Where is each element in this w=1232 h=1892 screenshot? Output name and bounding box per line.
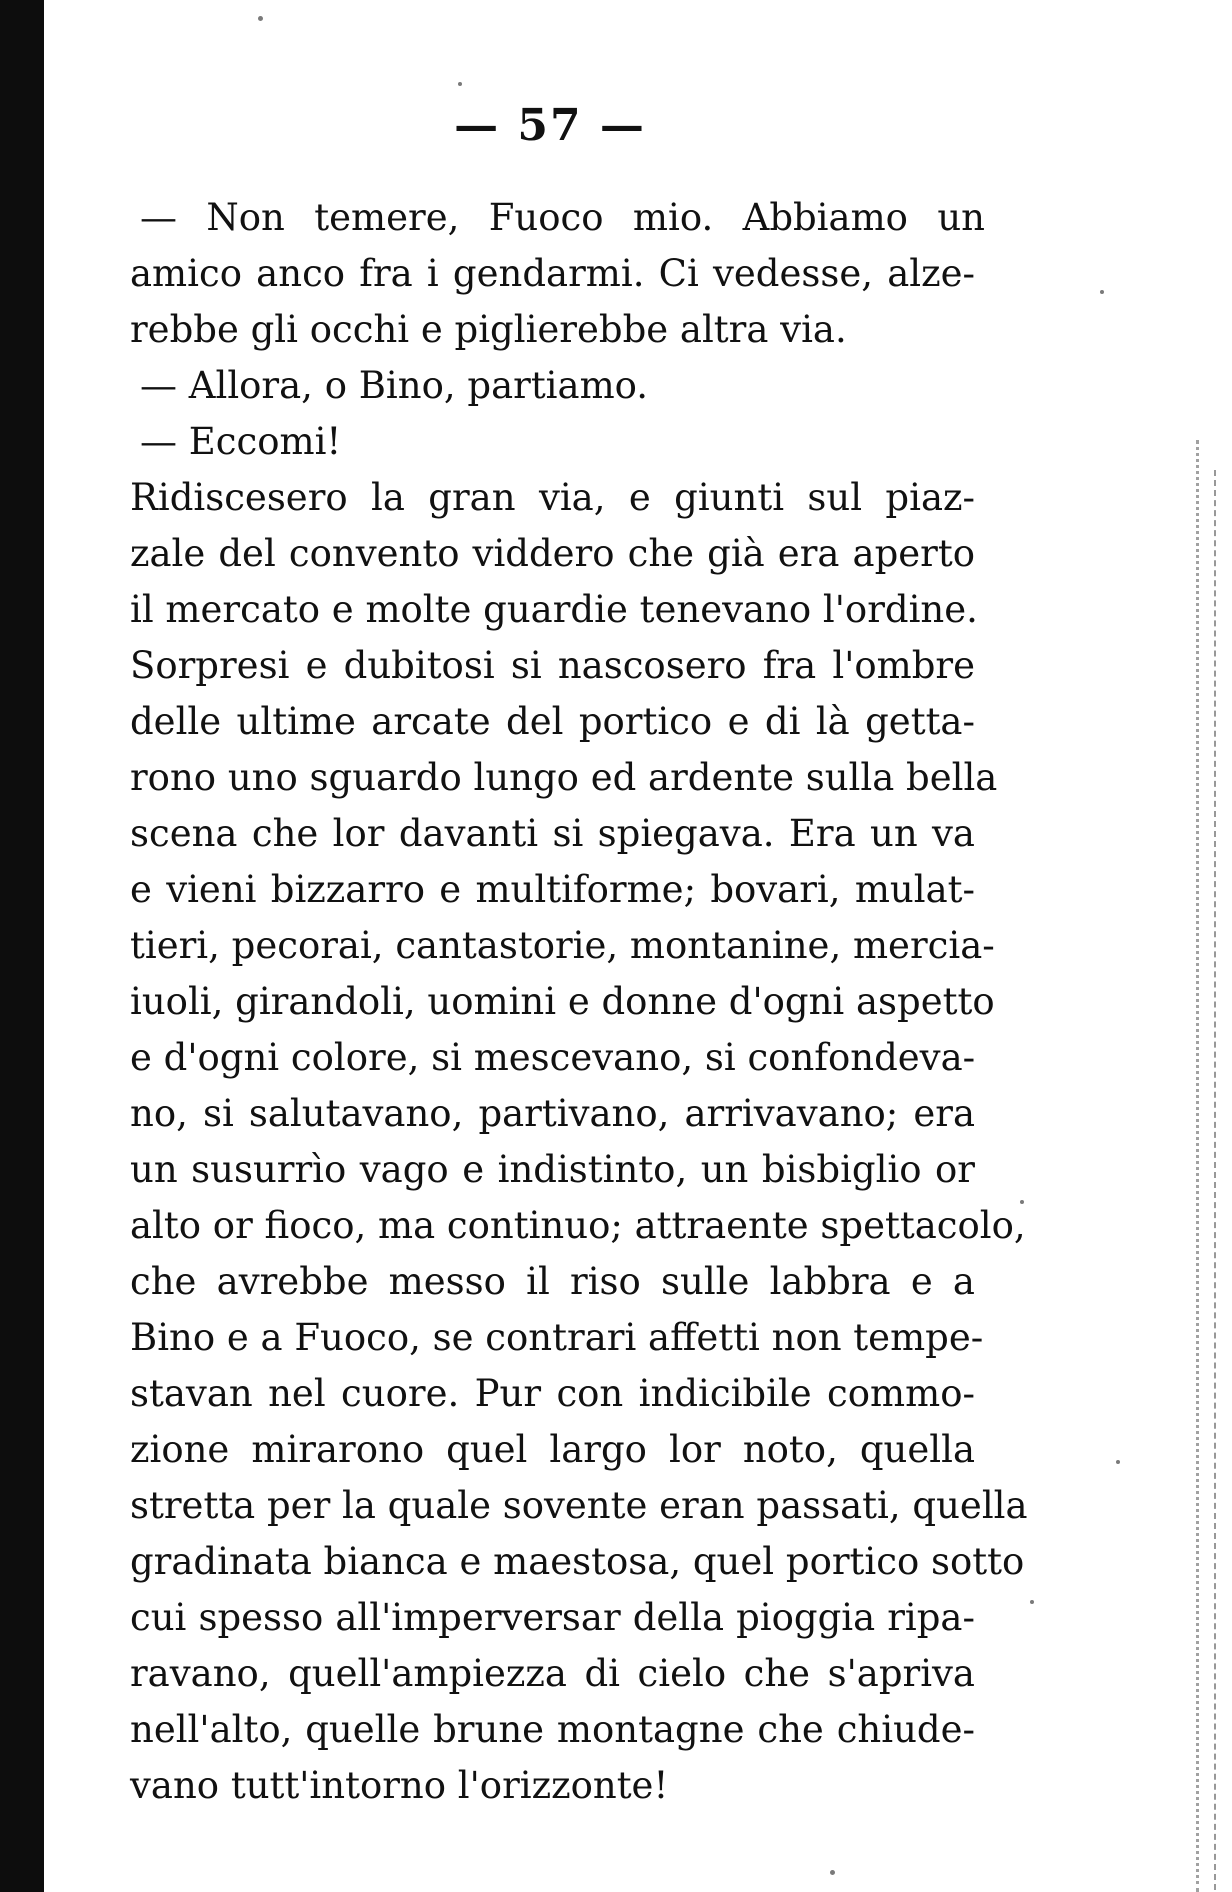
text-line: gradinata bianca e maestosa, quel portico sotto bbox=[130, 1540, 1025, 1583]
text-line: — Eccomi! bbox=[140, 420, 342, 463]
text-line: zale del convento viddero che già era aperto bbox=[130, 532, 975, 575]
text-line: amico anco fra i gendarmi. Ci vedesse, alze- bbox=[130, 252, 975, 295]
text-line: cui spesso all'imperversar della pioggia ripa- bbox=[130, 1596, 975, 1639]
text-line: Ridiscesero la gran via, e giunti sul piaz- bbox=[130, 476, 975, 519]
text-line: Bino e a Fuoco, se contrari affetti non tempe- bbox=[130, 1316, 984, 1359]
text-line: alto or fioco, ma continuo; attraente spettacolo, bbox=[130, 1204, 1026, 1247]
text-line: vano tutt'intorno l'orizzonte! bbox=[130, 1764, 669, 1807]
text-line: che avrebbe messo il riso sulle labbra e a bbox=[130, 1260, 975, 1303]
text-line: rono uno sguardo lungo ed ardente sulla bella bbox=[130, 756, 998, 799]
text-line: Sorpresi e dubitosi si nascosero fra l'ombre bbox=[130, 644, 975, 687]
text-line: il mercato e molte guardie tenevano l'ordine. bbox=[130, 588, 978, 631]
text-line: no, si salutavano, partivano, arrivavano; era bbox=[130, 1092, 975, 1135]
text-line: un susurrìo vago e indistinto, un bisbiglio or bbox=[130, 1148, 975, 1191]
text-line: ravano, quell'ampiezza di cielo che s'apriva bbox=[130, 1652, 975, 1695]
text-line: scena che lor davanti si spiegava. Era un va bbox=[130, 812, 975, 855]
text-line: stavan nel cuore. Pur con indicibile commo- bbox=[130, 1372, 975, 1415]
text-line: e vieni bizzarro e multiforme; bovari, mulat- bbox=[130, 868, 975, 911]
text-line: nell'alto, quelle brune montagne che chiude- bbox=[130, 1708, 975, 1751]
text-line: rebbe gli occhi e piglierebbe altra via. bbox=[130, 308, 847, 351]
text-line: — Non temere, Fuoco mio. Abbiamo un bbox=[140, 196, 985, 239]
text-line: iuoli, girandoli, uomini e donne d'ogni aspetto bbox=[130, 980, 995, 1023]
text-line: — Allora, o Bino, partiamo. bbox=[140, 364, 649, 407]
text-line: delle ultime arcate del portico e di là getta- bbox=[130, 700, 975, 743]
text-line: zione mirarono quel largo lor noto, quella bbox=[130, 1428, 975, 1471]
text-line: e d'ogni colore, si mescevano, si confondeva- bbox=[130, 1036, 976, 1079]
text-line: tieri, pecorai, cantastorie, montanine, mercia- bbox=[130, 924, 995, 967]
text-line: stretta per la quale sovente eran passati, quella bbox=[130, 1484, 1028, 1527]
page-number: — 57 — bbox=[454, 100, 646, 151]
